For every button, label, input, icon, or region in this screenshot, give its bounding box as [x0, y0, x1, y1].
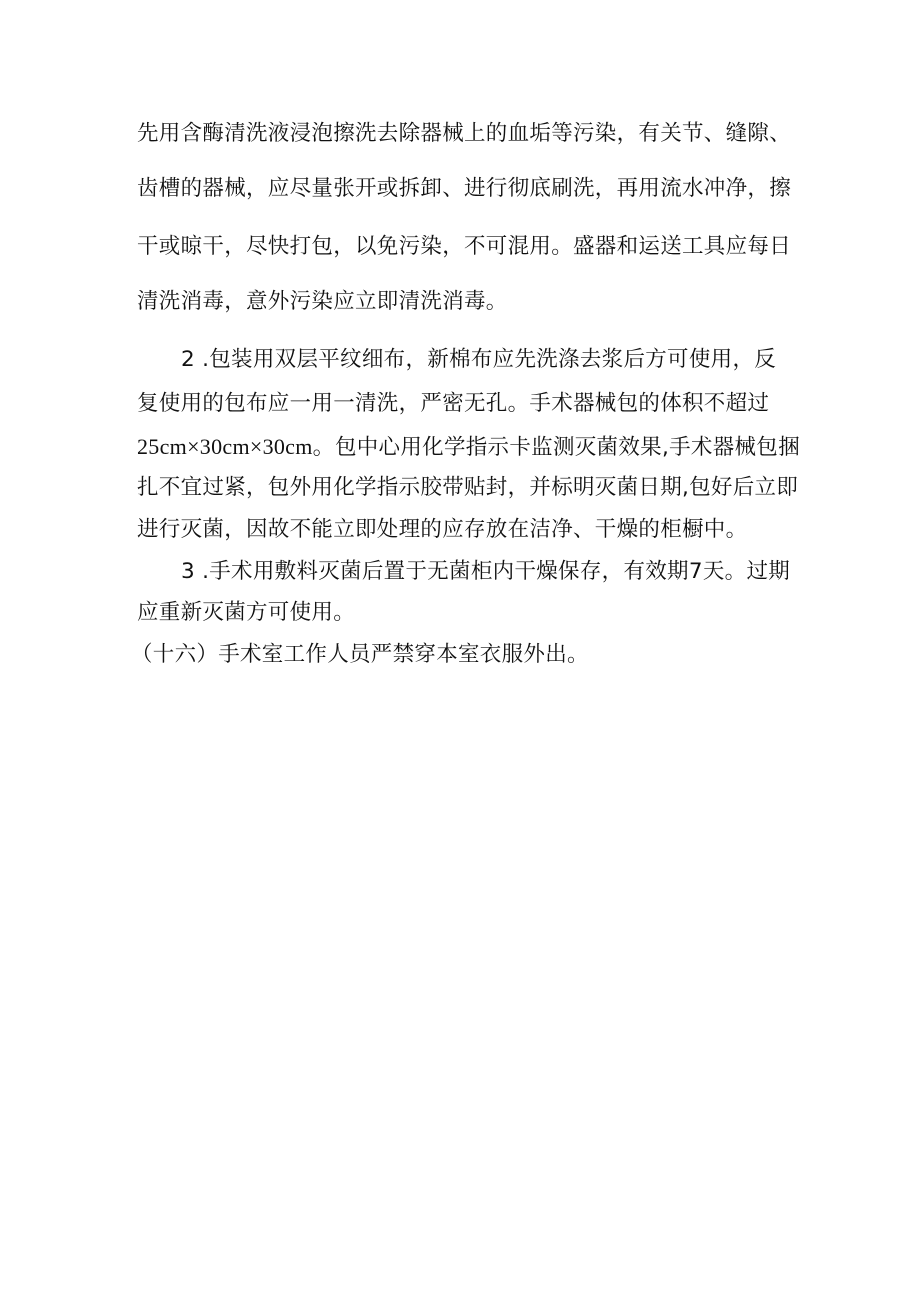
paragraph-line: 干或晾干，尽快打包，以免污染，不可混用。盛器和运送工具应每日 — [137, 234, 792, 259]
paragraph-line — [137, 432, 800, 463]
paragraph-line: 进行灭菌，因故不能立即处理的应存放在洁净、干燥的柜橱中。 — [137, 517, 748, 542]
paragraph-text: 包中心用化学指示卡监测灭菌效果,手术器械包捆 — [334, 435, 800, 460]
list-item-number: 2 — [181, 347, 195, 372]
paragraph-line: 复使用的包布应一用一清洗，严密无孔。手术器械包的体积不超过 — [137, 391, 770, 416]
paragraph-line: 清洗消毒，意外污染应立即清洗消毒。 — [137, 289, 508, 314]
list-item-number: 3 — [181, 559, 195, 584]
list-item-2-first-line — [181, 345, 776, 375]
list-item-3-first-line — [181, 557, 790, 587]
package-dimensions: 25cm×30cm×30cm。 — [137, 434, 335, 459]
paragraph-line: 齿槽的器械，应尽量张开或拆卸、进行彻底刷洗，再用流水冲净，擦 — [137, 176, 792, 201]
paragraph-line: 应重新灭菌方可使用。 — [137, 600, 356, 625]
section-heading-16: （十六）手术室工作人员严禁穿本室衣服外出。 — [131, 642, 589, 667]
list-item-text: .手术用敷料灭菌后置于无菌柜内干燥保存，有效期7天。过期 — [202, 559, 791, 584]
list-item-text: .包装用双层平纹细布，新棉布应先洗涤去浆后方可使用，反 — [202, 347, 777, 372]
paragraph-line: 先用含酶清洗液浸泡擦洗去除器械上的血垢等污染，有关节、缝隙、 — [137, 121, 792, 146]
paragraph-line: 扎不宜过紧，包外用化学指示胶带贴封，并标明灭菌日期,包好后立即 — [137, 475, 799, 500]
